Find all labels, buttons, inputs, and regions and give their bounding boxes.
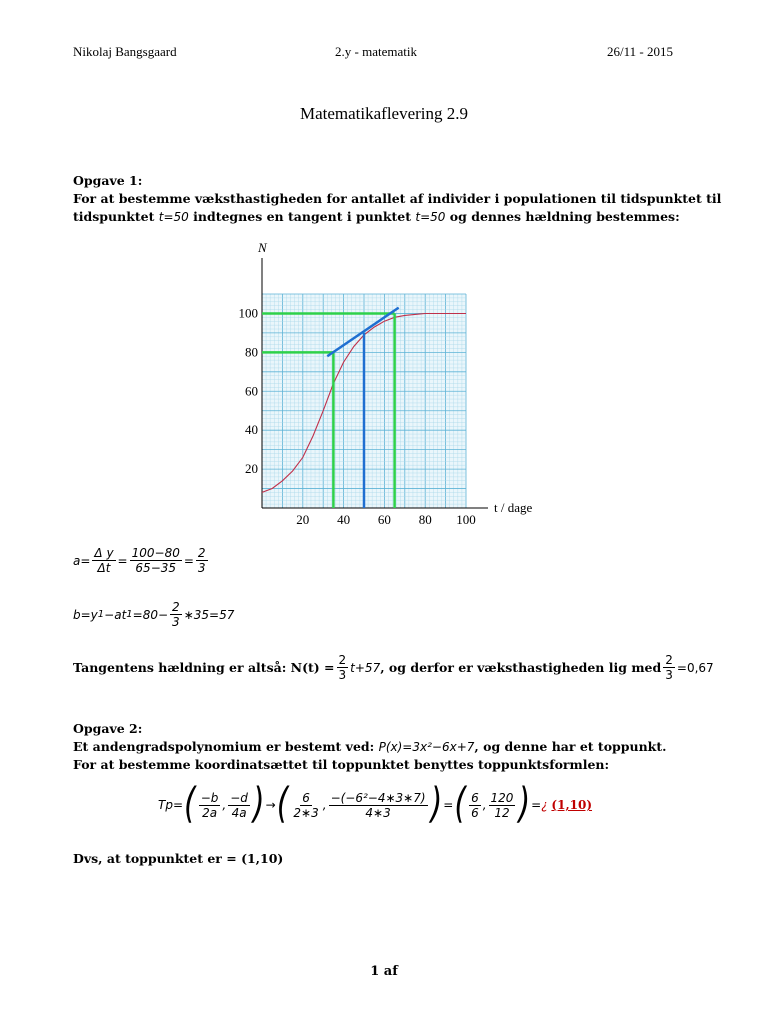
equation-b: b=y 1 −at 1 =80− $\frac{2}{3}$ ∗35=57 xyxy=(73,600,235,629)
opgave2-result: Dvs, at toppunktet er = (1,10) xyxy=(73,851,284,866)
header-subject: 2.y - matematik xyxy=(335,44,417,59)
y-tick-label: 80 xyxy=(245,344,258,360)
equation-a: a= $\frac{\text{Δ y}}{\Delta t}$ = $\frac{100-80}{65-35}$ = $\frac{2}{3}$ xyxy=(73,546,206,575)
y-axis-label: N xyxy=(258,240,267,255)
x-tick-label: 100 xyxy=(456,512,476,527)
opgave1-line2: tidspunktet t=50 indtegnes en tangent i punktet t=50 og dennes hældning bestemmes: xyxy=(73,209,680,224)
page-title: Matematikaflevering 2.9 xyxy=(299,104,469,123)
y-tick-label: 40 xyxy=(245,422,258,438)
y-tick-label: 60 xyxy=(245,383,258,399)
x-tick-label: 60 xyxy=(377,512,391,527)
opgave2-line2: For at bestemme koordinatsættet til toppunktet benyttes toppunktsformlen: xyxy=(73,757,610,772)
header-date: 26/11 - 2015 xyxy=(607,44,673,59)
conclusion-line: Tangentens hældning er altså: N(t) = $\frac{2}{3}$ t+57 , og derfor er væksthastigheden lig med $\frac{2}{3}$ =0,67 xyxy=(73,653,714,682)
opgave2-line1: Et andengradspolynomium er bestemt ved: P(x)=3x²−6x+7, og denne har et toppunkt. xyxy=(73,739,667,754)
x-tick-label: 20 xyxy=(296,512,310,527)
toppunkt-formula: Tp= ( $\frac{-b}{2a}$ , $\frac{-d}{4a}$ ) → ( $\frac{6}{2∗3}$ , $\frac{\text{−(−6²−4∗3∗7)}}{4∗3}$ ) = ( $\frac{6}{6}$ , $\frac{120}{12}$ ) = ¿ (1,10) xyxy=(158,779,593,829)
opgave2-heading: Opgave 2: xyxy=(73,721,143,736)
y-tick-label: 100 xyxy=(238,305,258,321)
page-footer: 1 af xyxy=(370,964,398,979)
y-tick-label: 20 xyxy=(245,461,258,477)
x-axis-label: t / dage xyxy=(494,500,533,515)
x-tick-label: 80 xyxy=(418,512,432,527)
header-author: Nikolaj Bangsgaard xyxy=(73,44,177,59)
x-tick-label: 40 xyxy=(337,512,351,527)
opgave1-line1: For at bestemme væksthastigheden for antallet af individer i populationen til tidspunktet til xyxy=(73,191,722,206)
opgave1-heading: Opgave 1: xyxy=(73,173,143,188)
toppunkt-answer: (1,10) xyxy=(551,798,593,812)
logistic-chart xyxy=(226,236,546,527)
